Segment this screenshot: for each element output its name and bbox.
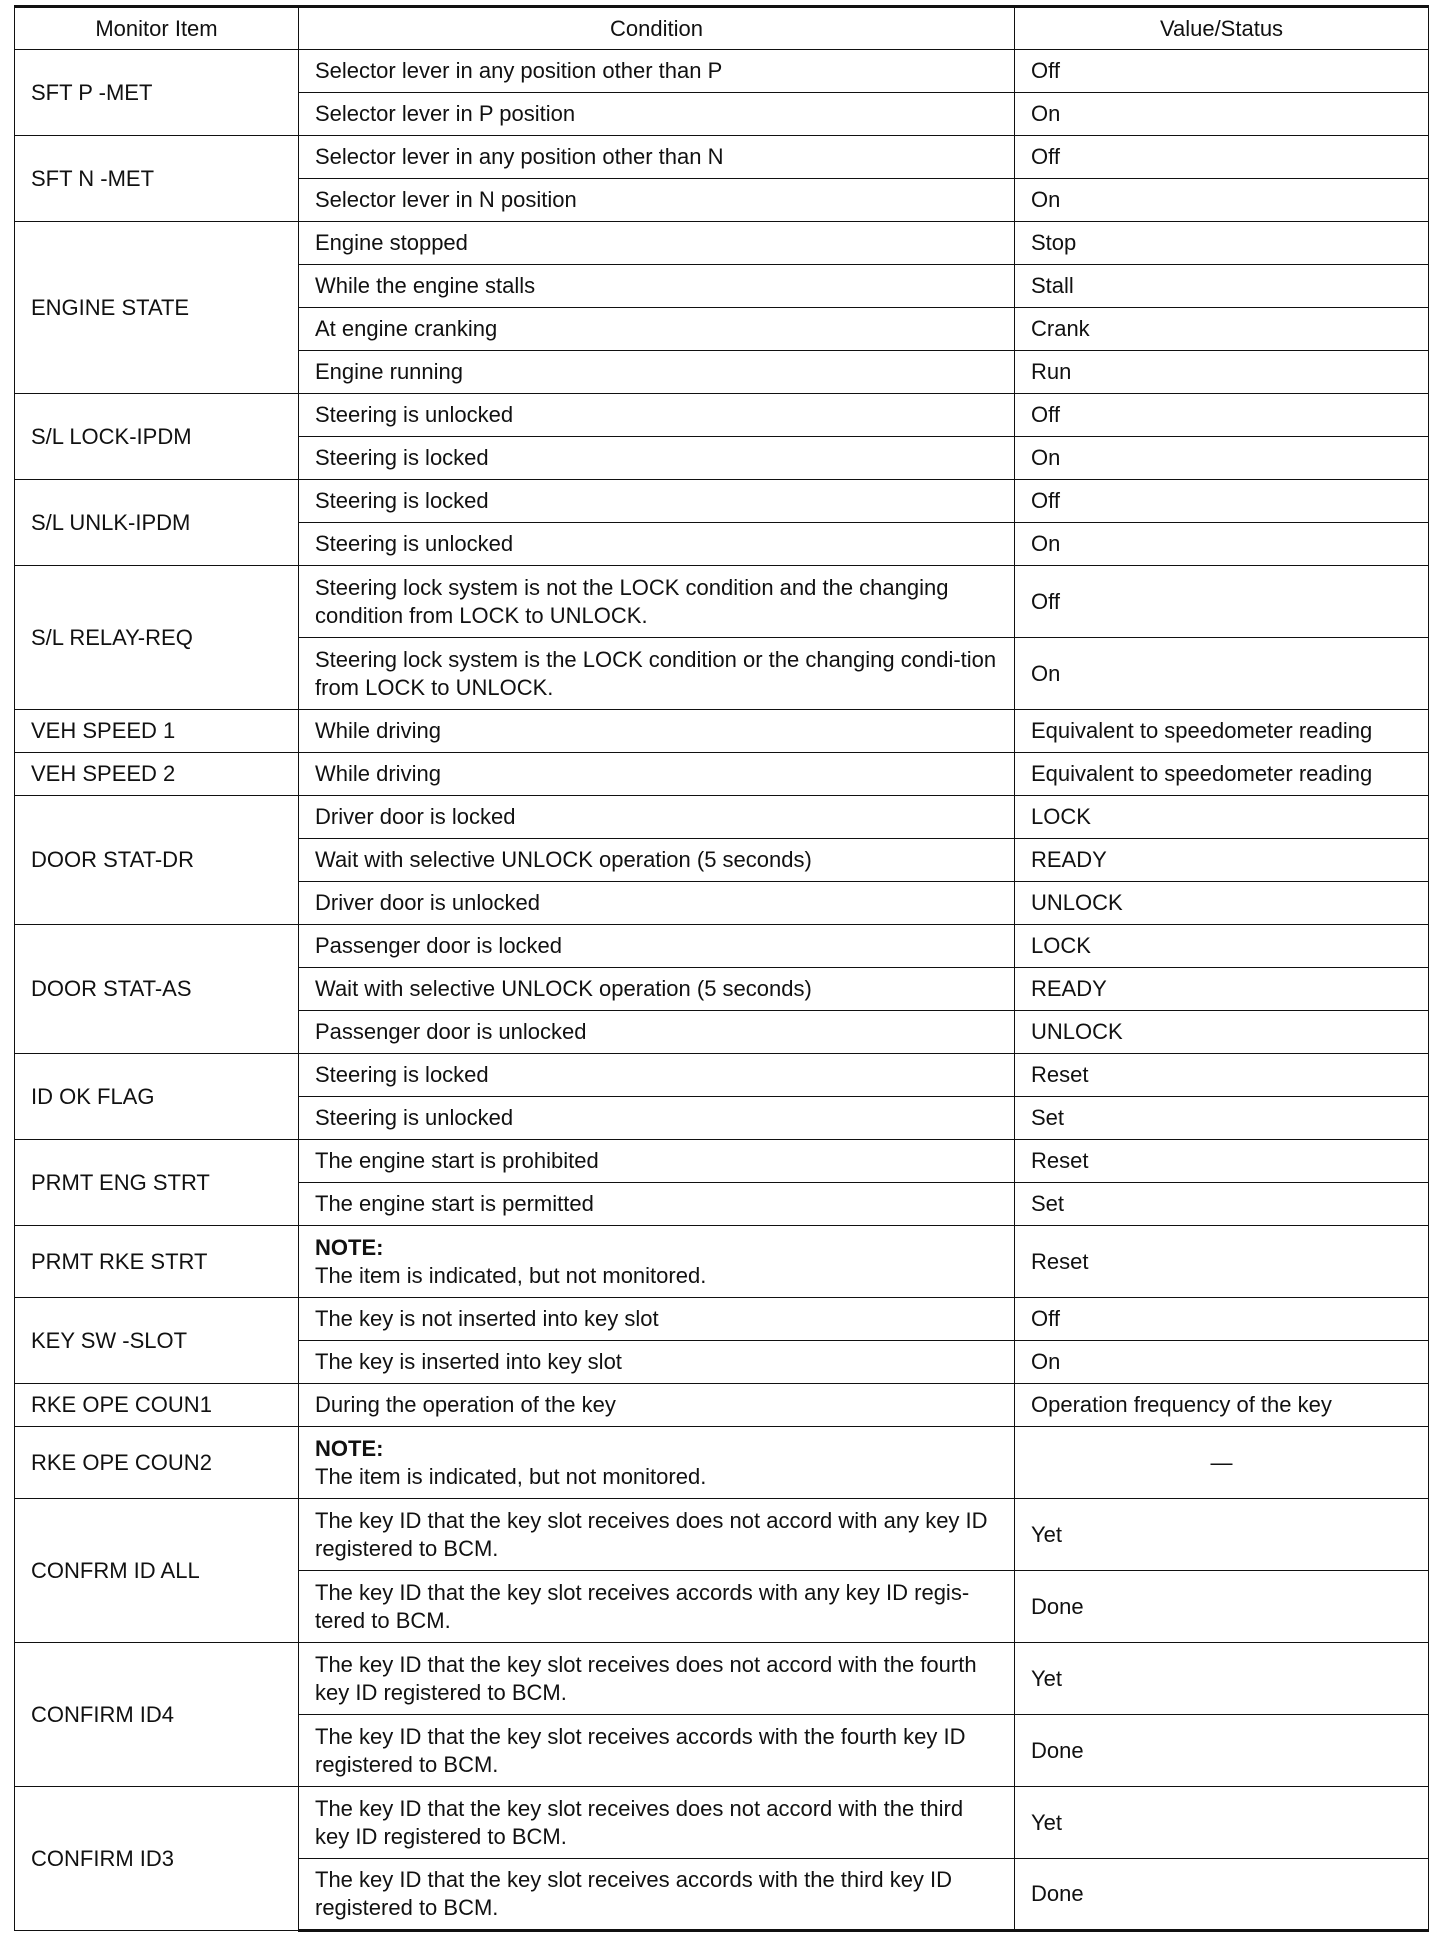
condition-cell: Steering is unlocked xyxy=(299,1097,1015,1140)
condition-cell: The key is inserted into key slot xyxy=(299,1341,1015,1384)
value-status-cell: READY xyxy=(1015,968,1429,1011)
condition-cell: During the operation of the key xyxy=(299,1384,1015,1427)
dash-value-cell: — xyxy=(1015,1427,1429,1499)
note-label: NOTE: xyxy=(315,1234,384,1260)
value-status-cell: Done xyxy=(1015,1715,1429,1787)
value-status-cell: Off xyxy=(1015,566,1429,638)
condition-cell: At engine cranking xyxy=(299,308,1015,351)
condition-cell xyxy=(299,1226,1015,1298)
value-status-cell: UNLOCK xyxy=(1015,1011,1429,1054)
condition-cell: Steering is unlocked xyxy=(299,394,1015,437)
header-monitor-item: Monitor Item xyxy=(15,7,299,50)
condition-cell: Passenger door is unlocked xyxy=(299,1011,1015,1054)
note-text: The item is indicated, but not monitored. xyxy=(315,1463,707,1489)
value-status-cell: Reset xyxy=(1015,1054,1429,1097)
monitor-item-cell: ID OK FLAG xyxy=(15,1054,299,1140)
value-status-cell: Set xyxy=(1015,1097,1429,1140)
value-status-cell: UNLOCK xyxy=(1015,882,1429,925)
monitor-item-cell: PRMT RKE STRT xyxy=(15,1226,299,1298)
condition-cell: Steering is unlocked xyxy=(299,523,1015,566)
table-row xyxy=(15,1226,1429,1298)
condition-cell: The key ID that the key slot receives does not accord with the third key ID registered to BCM. xyxy=(299,1787,1015,1859)
value-status-cell: Crank xyxy=(1015,308,1429,351)
condition-cell: Steering is locked xyxy=(299,480,1015,523)
condition-cell: Selector lever in N position xyxy=(299,179,1015,222)
value-status-cell: Equivalent to speedometer reading xyxy=(1015,753,1429,796)
table-row xyxy=(15,394,1429,437)
monitor-item-cell: S/L UNLK-IPDM xyxy=(15,480,299,566)
table-row xyxy=(15,222,1429,265)
note-label: NOTE: xyxy=(315,1435,384,1461)
monitor-item-cell: S/L RELAY-REQ xyxy=(15,566,299,710)
note-text: The item is indicated, but not monitored. xyxy=(315,1262,707,1288)
table-row xyxy=(15,796,1429,839)
table-row xyxy=(15,1054,1429,1097)
condition-cell: Steering lock system is the LOCK condition or the changing condi-tion from LOCK to UNLOCK. xyxy=(299,638,1015,710)
header-condition: Condition xyxy=(299,7,1015,50)
condition-cell: Selector lever in any position other than N xyxy=(299,136,1015,179)
table-row xyxy=(15,1787,1429,1859)
value-status-cell: On xyxy=(1015,437,1429,480)
condition-cell: Steering lock system is not the LOCK condition and the changing condition from LOCK to UNLOCK. xyxy=(299,566,1015,638)
table-row xyxy=(15,50,1429,93)
condition-cell: Engine stopped xyxy=(299,222,1015,265)
value-status-cell: On xyxy=(1015,1341,1429,1384)
table-row xyxy=(15,1499,1429,1571)
monitor-item-cell: VEH SPEED 2 xyxy=(15,753,299,796)
value-status-cell: Run xyxy=(1015,351,1429,394)
value-status-cell: On xyxy=(1015,638,1429,710)
value-status-cell: On xyxy=(1015,523,1429,566)
condition-cell: Driver door is unlocked xyxy=(299,882,1015,925)
value-status-cell: Done xyxy=(1015,1859,1429,1931)
monitor-item-cell: ENGINE STATE xyxy=(15,222,299,394)
monitor-item-cell: PRMT ENG STRT xyxy=(15,1140,299,1226)
monitor-item-cell: CONFRM ID ALL xyxy=(15,1499,299,1643)
value-status-cell: Yet xyxy=(1015,1499,1429,1571)
value-status-cell: Reset xyxy=(1015,1226,1429,1298)
condition-cell: Driver door is locked xyxy=(299,796,1015,839)
table-row xyxy=(15,1643,1429,1715)
header-value-status: Value/Status xyxy=(1015,7,1429,50)
table-row xyxy=(15,480,1429,523)
condition-cell: Engine running xyxy=(299,351,1015,394)
condition-cell: Steering is locked xyxy=(299,437,1015,480)
condition-cell: While driving xyxy=(299,753,1015,796)
monitor-item-cell: KEY SW -SLOT xyxy=(15,1298,299,1384)
table-row xyxy=(15,136,1429,179)
value-status-cell: Stall xyxy=(1015,265,1429,308)
condition-cell: Steering is locked xyxy=(299,1054,1015,1097)
value-status-cell: Off xyxy=(1015,1298,1429,1341)
value-status-cell: LOCK xyxy=(1015,925,1429,968)
value-status-cell: READY xyxy=(1015,839,1429,882)
monitor-item-cell: CONFIRM ID4 xyxy=(15,1643,299,1787)
condition-cell: The key ID that the key slot receives accords with any key ID regis-tered to BCM. xyxy=(299,1571,1015,1643)
condition-cell: Wait with selective UNLOCK operation (5 seconds) xyxy=(299,839,1015,882)
value-status-cell: Stop xyxy=(1015,222,1429,265)
table-row xyxy=(15,1298,1429,1341)
value-status-cell: LOCK xyxy=(1015,796,1429,839)
condition-cell: Wait with selective UNLOCK operation (5 seconds) xyxy=(299,968,1015,1011)
table-row xyxy=(15,1384,1429,1427)
condition-cell: The key ID that the key slot receives does not accord with the fourth key ID registered to BCM. xyxy=(299,1643,1015,1715)
value-status-cell: Set xyxy=(1015,1183,1429,1226)
monitor-item-table xyxy=(14,5,1429,1932)
condition-cell: The key is not inserted into key slot xyxy=(299,1298,1015,1341)
table-row xyxy=(15,1140,1429,1183)
value-status-cell: On xyxy=(1015,179,1429,222)
value-status-cell: Yet xyxy=(1015,1643,1429,1715)
condition-cell: The engine start is prohibited xyxy=(299,1140,1015,1183)
condition-cell: The key ID that the key slot receives does not accord with any key ID registered to BCM. xyxy=(299,1499,1015,1571)
condition-cell: Selector lever in any position other than P xyxy=(299,50,1015,93)
monitor-item-cell: DOOR STAT-DR xyxy=(15,796,299,925)
condition-cell: The key ID that the key slot receives accords with the third key ID registered to BCM. xyxy=(299,1859,1015,1931)
value-status-cell: Operation frequency of the key xyxy=(1015,1384,1429,1427)
monitor-item-cell: SFT N -MET xyxy=(15,136,299,222)
value-status-cell: On xyxy=(1015,93,1429,136)
monitor-item-cell: VEH SPEED 1 xyxy=(15,710,299,753)
value-status-cell: Yet xyxy=(1015,1787,1429,1859)
table-body xyxy=(15,50,1429,1931)
monitor-item-cell: RKE OPE COUN1 xyxy=(15,1384,299,1427)
condition-cell: The engine start is permitted xyxy=(299,1183,1015,1226)
monitor-item-cell: S/L LOCK-IPDM xyxy=(15,394,299,480)
table-row xyxy=(15,925,1429,968)
table-row xyxy=(15,1427,1429,1499)
condition-cell: The key ID that the key slot receives accords with the fourth key ID registered to BCM. xyxy=(299,1715,1015,1787)
value-status-cell: Reset xyxy=(1015,1140,1429,1183)
monitor-item-cell: CONFIRM ID3 xyxy=(15,1787,299,1931)
table-row xyxy=(15,566,1429,638)
condition-cell xyxy=(299,1427,1015,1499)
monitor-item-cell: DOOR STAT-AS xyxy=(15,925,299,1054)
table-row xyxy=(15,710,1429,753)
value-status-cell: Off xyxy=(1015,136,1429,179)
value-status-cell: Off xyxy=(1015,50,1429,93)
value-status-cell: Off xyxy=(1015,394,1429,437)
header-row xyxy=(15,7,1429,50)
monitor-item-cell: RKE OPE COUN2 xyxy=(15,1427,299,1499)
condition-cell: Passenger door is locked xyxy=(299,925,1015,968)
condition-cell: While driving xyxy=(299,710,1015,753)
value-status-cell: Off xyxy=(1015,480,1429,523)
value-status-cell: Done xyxy=(1015,1571,1429,1643)
condition-cell: Selector lever in P position xyxy=(299,93,1015,136)
table-row xyxy=(15,753,1429,796)
condition-cell: While the engine stalls xyxy=(299,265,1015,308)
monitor-item-cell: SFT P -MET xyxy=(15,50,299,136)
value-status-cell: Equivalent to speedometer reading xyxy=(1015,710,1429,753)
